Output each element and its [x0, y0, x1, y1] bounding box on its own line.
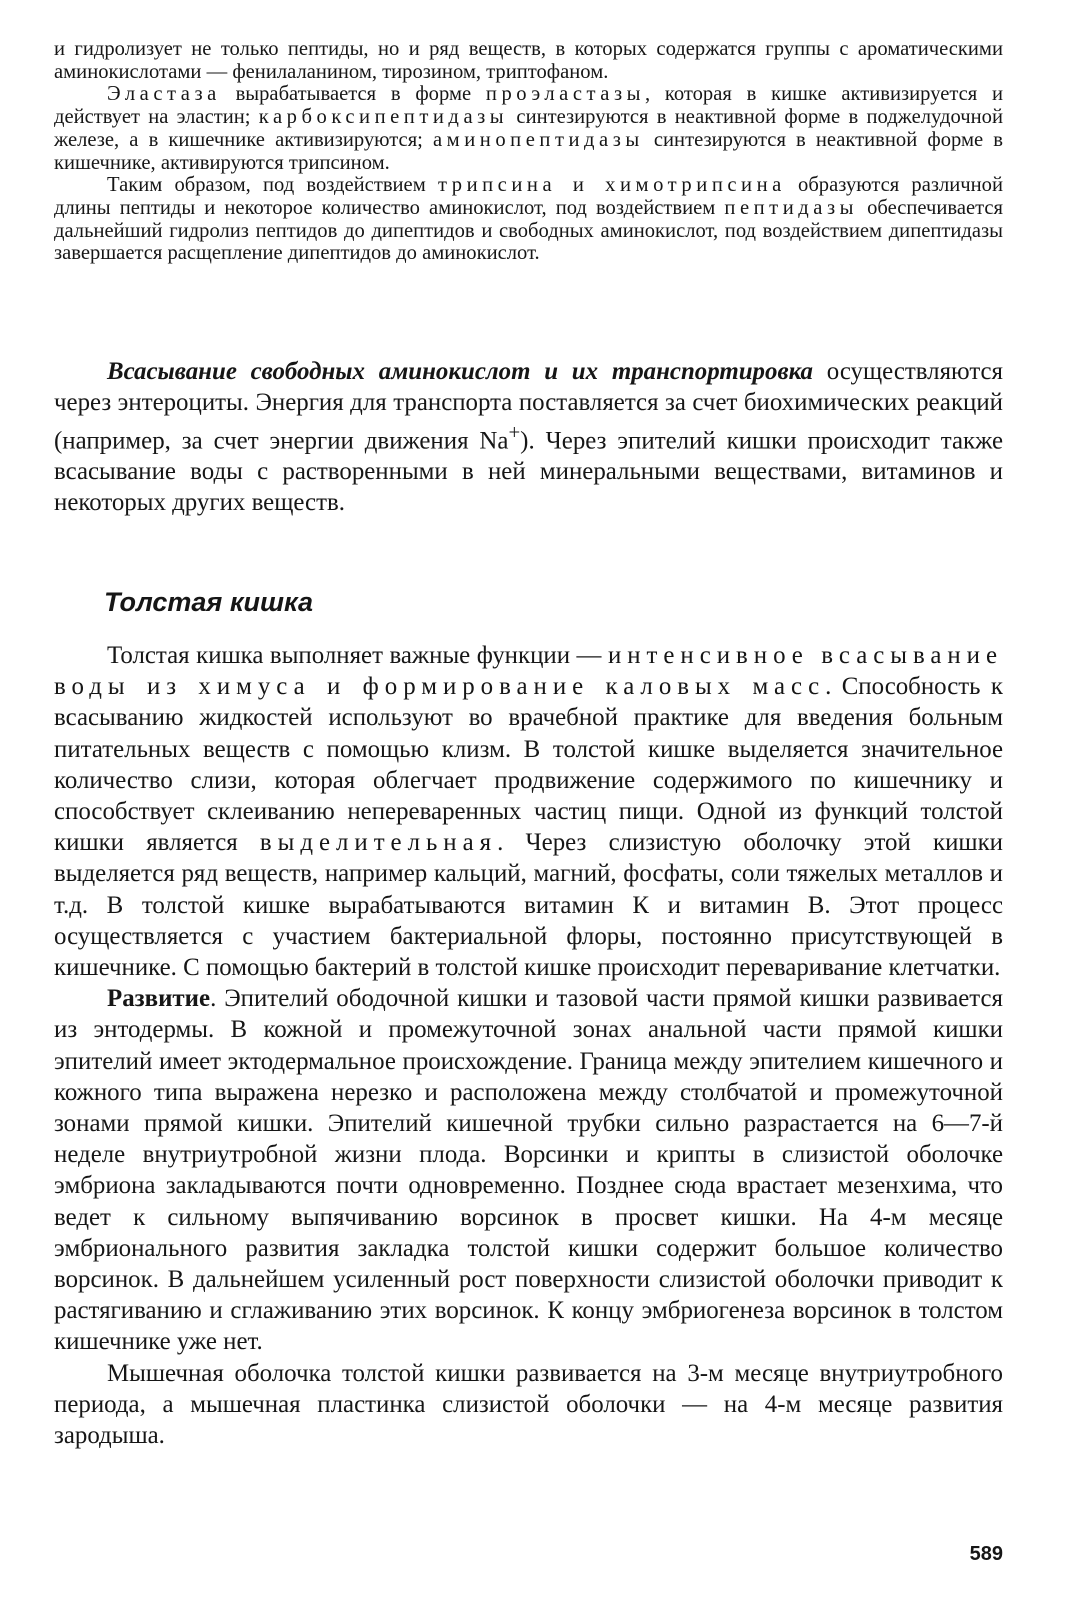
text-fragment: синтезируются в неактивной форме в поджелудочной железе, а в кишечнике активизируются;: [54, 106, 1003, 151]
term-proelastase: проэластазы: [485, 83, 646, 106]
term-trypsin: трипсина и химотрипсина: [437, 174, 786, 197]
absorption-block: [54, 356, 1003, 518]
page-number: 589: [969, 1543, 1003, 1565]
term-absorption-formation: интенсивное всасывание воды из химуса и формирование каловых масс: [54, 642, 1003, 701]
term-excretory: выделительная: [259, 829, 498, 857]
intro-paragraph-3: [54, 174, 1003, 265]
text-fragment: . Через слизистую оболочку этой кишки выделяется ряд веществ, например кальций, магний, фосфаты, соли тяжелых металлов и т.д. В толстой кишке вырабатываются витамин К и витамин В. Этот процесс осуществляется с участием бактериальной флоры, постоянно присутствующей в кишечнике. С помощью бактерий в толстой кишке происходит переваривание клетчатки.: [54, 829, 1003, 982]
term-aminopeptidases: аминопептидазы: [433, 128, 644, 151]
term-carboxypeptidases: карбоксипептидазы: [258, 106, 509, 129]
text-fragment: , которая в кишке активизируется и действует на эластин;: [54, 83, 1004, 129]
text-fragment: образуются различной длины пептиды и некоторое количество аминокислот, под воздействием: [54, 174, 1003, 219]
muscle-layer-paragraph: Мышечная оболочка толстой кишки развивается на 3-м месяце внутриутробного периода, а мышечная пластинка слизистой оболочки — на 4-м месяце развития зародыша.: [54, 1359, 1003, 1450]
text-fragment: Таким образом, под воздействием: [107, 174, 438, 197]
text-fragment: обеспечивается дальнейший гидролиз пептидов до дипептидов и свободных аминокислот, под воздействием дипептидазы завершается расщепление дипептидов до аминокислот.: [54, 196, 1003, 265]
text-fragment: вырабатывается в форме: [220, 83, 486, 106]
large-intestine-block: [54, 640, 1003, 1451]
absorption-paragraph: [54, 356, 1003, 518]
term-elastase: Эластаза: [107, 83, 221, 106]
text-fragment: синтезируются в неактивной форме в кишечнике, активируются трипсином.: [54, 128, 1003, 174]
superscript-plus: +: [508, 422, 521, 444]
text-fragment: . Способность к всасыванию жидкостей используют во врачебной практике для введения больным питательных веществ с помощью клизм. В толстой кишке выделяется значительное количество слизи, которая облегчает продвижение содержимого по кишечнику и способствует склеиванию непереваренных частиц пищи. Одной из функций толстой кишки является: [54, 673, 1003, 857]
text-fragment: Толстая кишка выполняет важные функции —: [107, 642, 608, 669]
text-fragment: ). Через эпителий кишки происходит также всасывание воды с растворенными в ней минеральными веществами, витаминов и некоторых других веществ.: [54, 427, 1004, 517]
intro-text-block: [54, 38, 1003, 265]
intro-paragraph-2: [54, 83, 1003, 174]
term-peptidase: пептидазы: [724, 196, 858, 219]
text-fragment: . Эпителий ободочной кишки и тазовой части прямой кишки развивается из энтодермы. В кожной и промежуточной зонах анальной части прямой кишки эпителий имеет эктодермальное происхождение. Граница между эпителием кишечного и кожного типа выражена нерезко и расположена между столбчатой и промежуточной зонами прямой кишки. Эпителий кишечной трубки сильно разрастается на 6—7-й неделе внутриутробной жизни плода. Ворсинки и крипты в слизистой оболочке эмбриона закладываются почти одновременно. Позднее сюда врастает мезенхима, что ведет к сильному выпячиванию ворсинок в просвет кишки. На 4-м месяце эмбрионального развития закладка толстой кишки содержит большое количество ворсинок. В дальнейшем усиленный рост поверхности слизистой оболочки приводит к растягиванию и сглаживанию этих ворсинок. К концу эмбриогенеза ворсинок в толстом кишечнике уже нет.: [54, 985, 1003, 1356]
large-intestine-paragraph-1: [54, 640, 1003, 983]
development-label: Развитие: [107, 985, 211, 1013]
absorption-title: Всасывание свободных аминокислот и их транспортировка: [107, 358, 814, 385]
section-heading: Толстая кишка: [104, 587, 314, 617]
intro-paragraph-1: и гидролизует не только пептиды, но и ряд веществ, в которых содержатся группы с ароматическими аминокислотами — фенилаланином, тирозином, триптофаном.: [54, 38, 1003, 83]
text-fragment: осуществляются через энтероциты. Энергия для транспорта поставляется за счет биохимических реакций (например, за счет энергии движения Na: [54, 358, 1003, 455]
development-paragraph: [54, 983, 1003, 1357]
